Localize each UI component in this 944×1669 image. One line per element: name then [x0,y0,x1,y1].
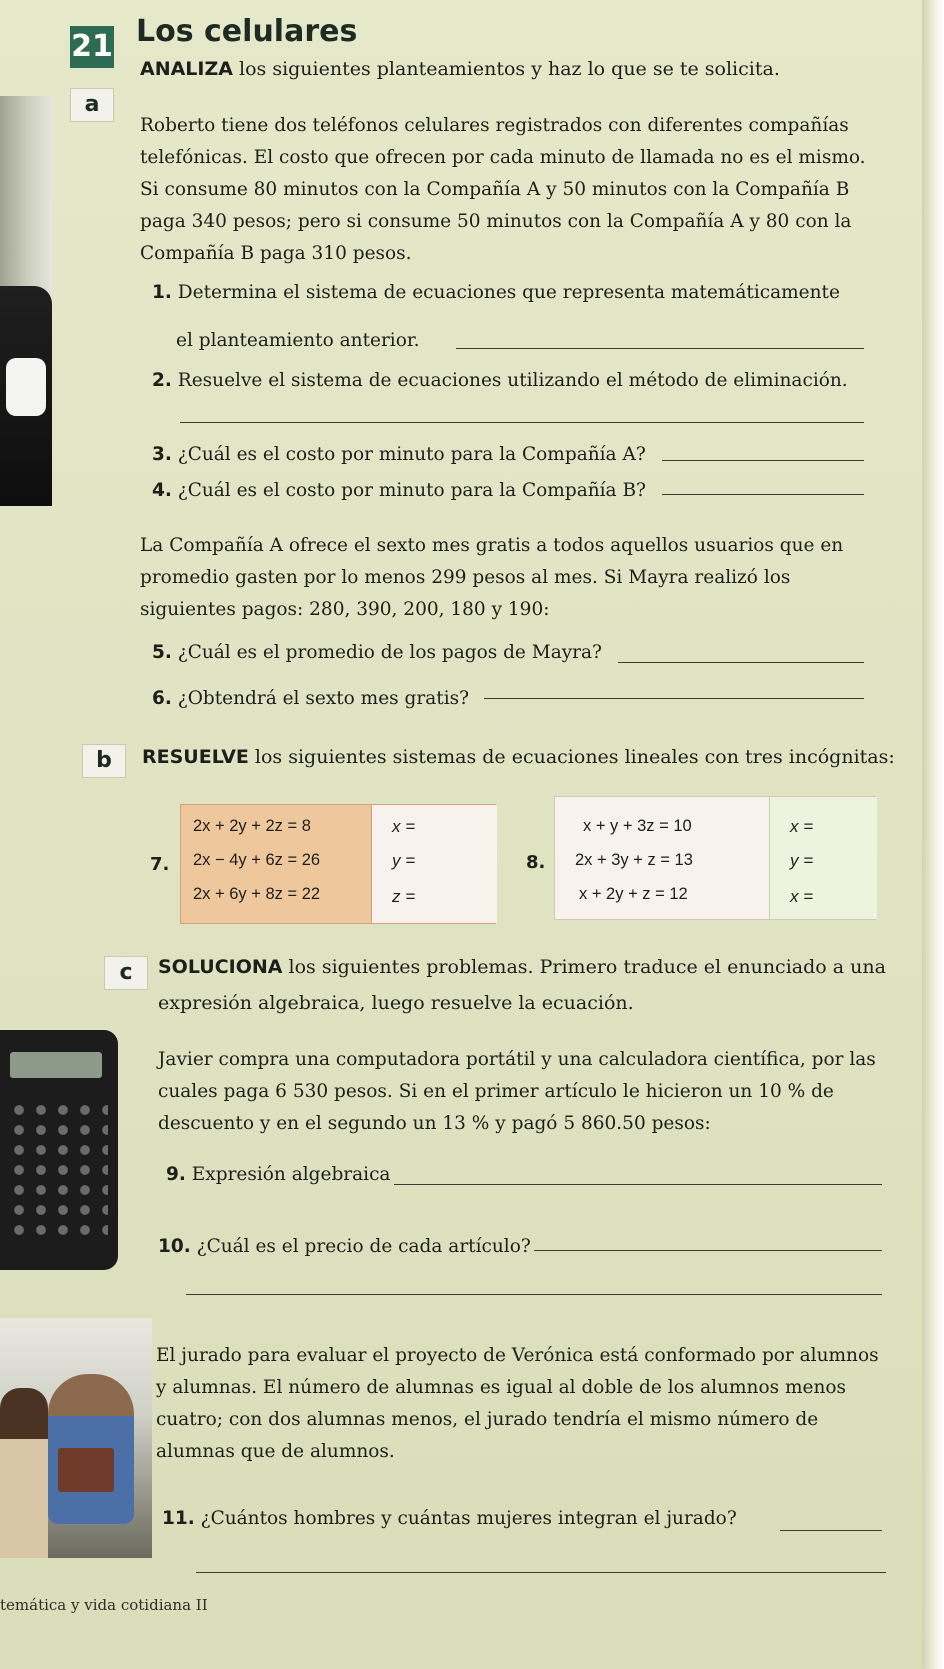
answer-line-6[interactable] [484,698,864,699]
system-8-answers [769,797,877,919]
question-2 [152,370,848,391]
question-6-number: 6. [152,688,172,709]
question-5-text: ¿Cuál es el promedio de los pagos de Mayra? [171,642,602,663]
answer-line-5[interactable] [618,662,864,663]
system-7-answer-x[interactable]: x = [392,817,416,836]
book [58,1448,114,1492]
system-8-answer-x[interactable]: x = [790,817,814,836]
question-5 [152,642,602,663]
page-edge [922,0,944,1669]
answer-line-3[interactable] [662,460,864,461]
system-7-answer-y[interactable]: y = [392,851,416,870]
book-footer: temática y vida cotidiana II [0,1596,208,1614]
question-2-text: Resuelve el sistema de ecuaciones utilizando el método de eliminación. [171,370,848,391]
section-a-keyword: ANALIZA [140,58,233,80]
question-3-text: ¿Cuál es el costo por minuto para la Compañía A? [171,444,646,465]
answer-line-11b[interactable] [196,1572,886,1573]
computer-problem: Javier compra una computadora portátil y una calculadora científica, por las cuales paga 6 530 pesos. Si en el primer artículo le hicieron un 10 % de descuento y en el segundo un 13 % y pagó 5 860.50 pesos: [158,1049,876,1134]
question-5-number: 5. [152,642,172,663]
jury-problem: El jurado para evaluar el proyecto de Verónica está conformado por alumnos y alumnas. El número de alumnas es igual al doble de los alumnos menos cuatro; con dos alumnas menos, el jurado tendría el mismo número de alumnas que de alumnos. [156,1345,879,1462]
answer-line-1[interactable] [456,348,864,349]
answer-line-10a[interactable] [534,1250,882,1251]
section-a-instruction [140,58,780,80]
calculator-keys [8,1100,108,1240]
question-9 [166,1164,390,1185]
answer-line-2[interactable] [180,422,864,423]
question-1 [152,282,840,303]
cellphone-problem: Roberto tiene dos teléfonos celulares registrados con diferentes compañías telefónicas. El costo que ofrecen por cada minuto de llamada no es el mismo. Si consume 80 minutos con la Compañía A y 50 minutos con la Compañía B paga 340 pesos; pero si consume 50 minutos con la Compañía A y 80 con la Compañía B paga 310 pesos. [140,115,866,264]
question-1-text: Determina el sistema de ecuaciones que representa matemáticamente [171,282,840,303]
system-8-equation-3: x + 2y + z = 12 [579,885,688,903]
answer-line-4[interactable] [662,494,864,495]
section-b-instruction [142,746,895,768]
question-9-number: 9. [166,1164,186,1185]
section-c-instruction [158,956,886,978]
lesson-title: Los celulares [136,14,358,49]
system-8-answer-x-2[interactable]: x = [790,887,814,906]
question-6 [152,688,469,709]
answer-line-9[interactable] [394,1184,882,1185]
system-7-equation-2: 2x − 4y + 6z = 26 [193,851,321,869]
question-4-text: ¿Cuál es el costo por minuto para la Compañía B? [171,480,646,501]
students-photo [0,1318,152,1558]
system-7-equation-3: 2x + 6y + 8z = 22 [193,885,321,903]
section-b-instruction-text: los siguientes sistemas de ecuaciones lineales con tres incógnitas: [248,746,895,768]
shirt-cuff [6,358,46,416]
student-girl [0,1388,48,1558]
answer-line-10b[interactable] [186,1294,882,1295]
question-11-text: ¿Cuántos hombres y cuántas mujeres integran el jurado? [194,1508,737,1529]
section-b-keyword: RESUELVE [142,746,249,768]
system-8-box [554,796,876,920]
system-7-answer-z[interactable]: z = [392,887,416,906]
question-10-text: ¿Cuál es el precio de cada artículo? [190,1236,531,1257]
section-c-instruction-line-2: expresión algebraica, luego resuelve la ecuación. [158,992,634,1014]
answer-line-11a[interactable] [780,1530,882,1531]
system-8-number: 8. [526,852,546,873]
section-b-badge: b [82,744,126,778]
system-8-equation-2: 2x + 3y + z = 13 [575,851,693,869]
system-8-answer-y[interactable]: y = [790,851,814,870]
section-c-badge: c [104,956,148,990]
system-7-number: 7. [150,854,170,875]
question-4 [152,480,646,501]
question-10 [158,1236,531,1257]
question-2-number: 2. [152,370,172,391]
calculator-screen [10,1052,102,1078]
system-7-box [180,804,496,924]
system-7-equation-1: 2x + 2y + 2z = 8 [193,817,311,835]
section-c-instruction-text: los siguientes problemas. Primero traduce el enunciado a una [282,956,886,978]
question-3-number: 3. [152,444,172,465]
question-1-continuation: el planteamiento anterior. [176,330,420,351]
question-1-number: 1. [152,282,172,303]
section-c-keyword: SOLUCIONA [158,956,283,978]
question-11-number: 11. [162,1508,195,1529]
system-8-equation-1: x + y + 3z = 10 [583,817,692,835]
payments-problem: La Compañía A ofrece el sexto mes gratis a todos aquellos usuarios que en promedio gasten por lo menos 299 pesos al mes. Si Mayra realizó los siguientes pagos: 280, 390, 200, 180 y 190: [140,535,844,620]
businessman-photo [0,96,52,506]
question-11 [162,1508,737,1529]
question-10-number: 10. [158,1236,191,1257]
calculator-photo [0,1030,118,1270]
question-9-text: Expresión algebraica [185,1164,391,1185]
question-3 [152,444,646,465]
lesson-number: 21 [70,26,114,68]
question-6-text: ¿Obtendrá el sexto mes gratis? [171,688,470,709]
section-a-instruction-text: los siguientes planteamientos y haz lo que se te solicita. [232,58,780,80]
section-a-badge: a [70,88,114,122]
question-4-number: 4. [152,480,172,501]
system-7-answers [371,805,497,923]
